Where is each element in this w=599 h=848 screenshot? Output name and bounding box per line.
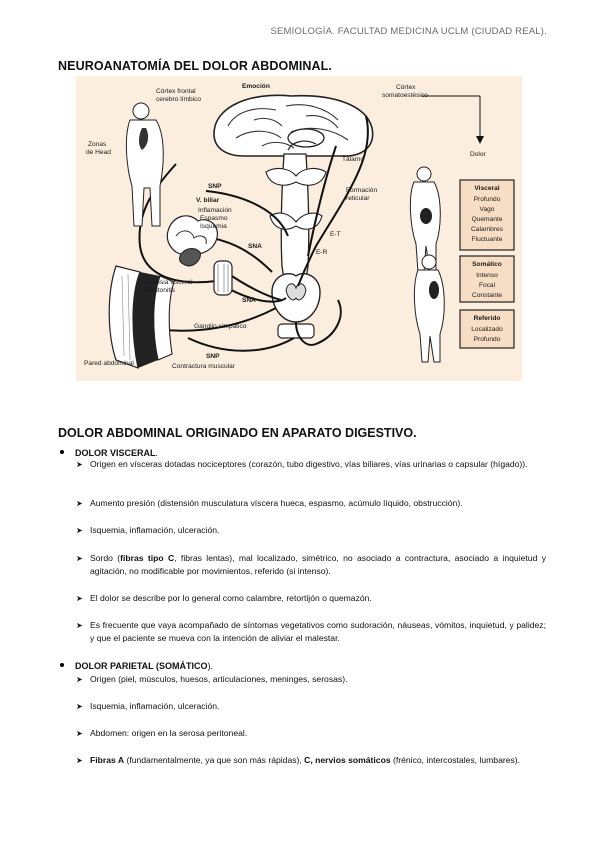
referido-line: Localizado [471, 326, 503, 333]
label-contractura: Contractura muscular [172, 363, 236, 370]
label-e-t: E-T [330, 231, 341, 238]
referido-line: Profundo [473, 336, 501, 343]
list-item-text: Es frecuente que vaya acompañado de síntomas vegetativos como sudoración, náuseas, vómitos, inquietud, y palidez; y que el paciente se mueva con la intención de aliviar el malestar. [90, 620, 546, 644]
somatico-box-title: Somático [472, 261, 502, 268]
label-sna-2: SNA [242, 297, 256, 304]
label-cortex-frontal: Córtex frontal [156, 88, 196, 95]
heading-suffix: . [155, 448, 159, 458]
label-emocion: Emoción [242, 83, 270, 90]
arrowhead-bullet-icon: ➤ [76, 702, 83, 711]
body-figure-somatic [414, 255, 444, 362]
list-item [76, 619, 546, 646]
list-item-text: Isquemia, inflamación, ulceración. [90, 701, 220, 711]
label-snp-top: SNP [208, 183, 222, 190]
bold-segment: Fibras A [90, 755, 125, 765]
label-cortex: Córtex [396, 84, 416, 91]
label-ganglio: Ganglio simpático [194, 323, 247, 330]
label-isquemia: Isquemia [200, 223, 227, 230]
label-pared-abdominal: Pared abdominal [84, 360, 134, 367]
bold-segment: C, nervios somáticos [304, 755, 391, 765]
visceral-box [460, 180, 514, 250]
running-header: SEMIOLOGÍA. FACULTAD MEDICINA UCLM (CIUDAD REAL). [270, 26, 547, 37]
heading-text: DOLOR VISCERAL [75, 448, 156, 458]
referido-box [460, 310, 514, 348]
label-peritonitis: Peritonitis [146, 287, 175, 294]
arrowhead-bullet-icon: ➤ [76, 526, 83, 535]
label-sna-1: SNA [248, 243, 262, 250]
section-heading-parietal [60, 661, 213, 671]
text-segment: (frénico, intercostales, lumbares). [390, 755, 521, 765]
visceral-line: Quemante [471, 216, 503, 223]
label-somatoestesico: somatoestésico [382, 92, 428, 99]
label-zonas: Zonas [88, 141, 107, 148]
bold-segment: fibras tipo C [120, 553, 175, 563]
section-title-neuroanatomy: NEUROANATOMÍA DEL DOLOR ABDOMINAL. [58, 59, 332, 73]
list-item [76, 727, 546, 740]
label-dolor: Dolor [470, 151, 486, 158]
arrowhead-bullet-icon: ➤ [76, 729, 83, 738]
visceral-line: Fluctuante [471, 236, 503, 243]
list-item-text: El dolor se describe por lo general como calambre, retortijón o quemazón. [90, 593, 372, 603]
list-item [76, 458, 546, 471]
label-de-head: de Head [86, 149, 111, 156]
list-item [76, 754, 546, 767]
section-heading-visceral [60, 448, 158, 458]
label-formacion: Formación [346, 187, 378, 194]
referido-box-title: Referido [473, 315, 501, 322]
label-v-biliar: V. biliar [196, 197, 220, 204]
label-reticular: reticular [346, 195, 370, 202]
pain-pathway-diagram [76, 76, 522, 381]
list-item-text: Aumento presión (distensión musculatura víscera hueca, espasmo, acúmulo líquido, obstrucción). [90, 498, 463, 508]
list-item-text: Abdomen: origen en la serosa peritoneal. [90, 728, 248, 738]
somatico-line: Constante [471, 292, 503, 299]
arrowhead-bullet-icon: ➤ [76, 675, 83, 684]
text-segment: , fibras lentas), mal localizado, simétrico, no asociado a contractura, asociado a inquietud y agitación, no modificable por movimientos, referido (si intenso). [90, 553, 546, 577]
text-segment: (fundamentalmente, ya que son más rápidas), [124, 755, 305, 765]
heading-text: DOLOR PARIETAL (SOMÁTICO [75, 661, 208, 671]
list-item [76, 673, 546, 686]
list-item-text [90, 552, 546, 579]
visceral-line: Calambres [471, 226, 503, 233]
text-segment: Sordo ( [90, 553, 121, 563]
arrowhead-bullet-icon: ➤ [76, 756, 83, 765]
neuroanatomy-figure [76, 76, 522, 381]
heading-suffix: ). [207, 661, 213, 671]
list-item [76, 497, 546, 510]
arrowhead-bullet-icon: ➤ [76, 621, 83, 630]
somatico-line: Intenso [476, 272, 498, 279]
label-snp-bottom: SNP [206, 353, 220, 360]
list-item [76, 552, 546, 579]
list-item-text [90, 754, 546, 767]
arrowhead-bullet-icon: ➤ [76, 554, 83, 563]
list-item [76, 524, 546, 537]
list-item-text: Origen en vísceras dotadas nociceptores (corazón, tubo digestivo, vías biliares, vías urinarias o capsular (hígado)). [90, 459, 528, 469]
list-item [76, 700, 546, 713]
arrowhead-bullet-icon: ➤ [76, 594, 83, 603]
visceral-line: Profundo [473, 196, 501, 203]
brain-illustration [214, 95, 373, 156]
somatico-line: Focal [478, 282, 496, 289]
dolor-arrowhead [476, 136, 484, 144]
section-title-digestive: DOLOR ABDOMINAL ORIGINADO EN APARATO DIGESTIVO. [58, 426, 417, 440]
label-cerebro-limbico: cerebro límbico [156, 96, 202, 103]
somatico-box [460, 256, 514, 302]
label-paresia-visceral: Paresia visceral [146, 279, 193, 286]
list-item-text: Isquemia, inflamación, ulceración. [90, 525, 220, 535]
label-espasmo: Espasmo [200, 215, 228, 222]
label-talamo: Tálamo [342, 156, 364, 163]
bullet-icon [60, 450, 64, 454]
visceral-line: Vago [479, 206, 495, 213]
list-item-text: Origen (piel, músculos, huesos, articulaciones, meninges, serosas). [90, 674, 348, 684]
arrowhead-bullet-icon: ➤ [76, 499, 83, 508]
bullet-icon [60, 663, 64, 667]
list-item [76, 592, 546, 605]
visceral-box-title: Visceral [474, 185, 500, 192]
label-inflamacion: Inflamación [198, 207, 232, 214]
arrowhead-bullet-icon: ➤ [76, 460, 83, 469]
label-e-r: E-R [316, 249, 328, 256]
